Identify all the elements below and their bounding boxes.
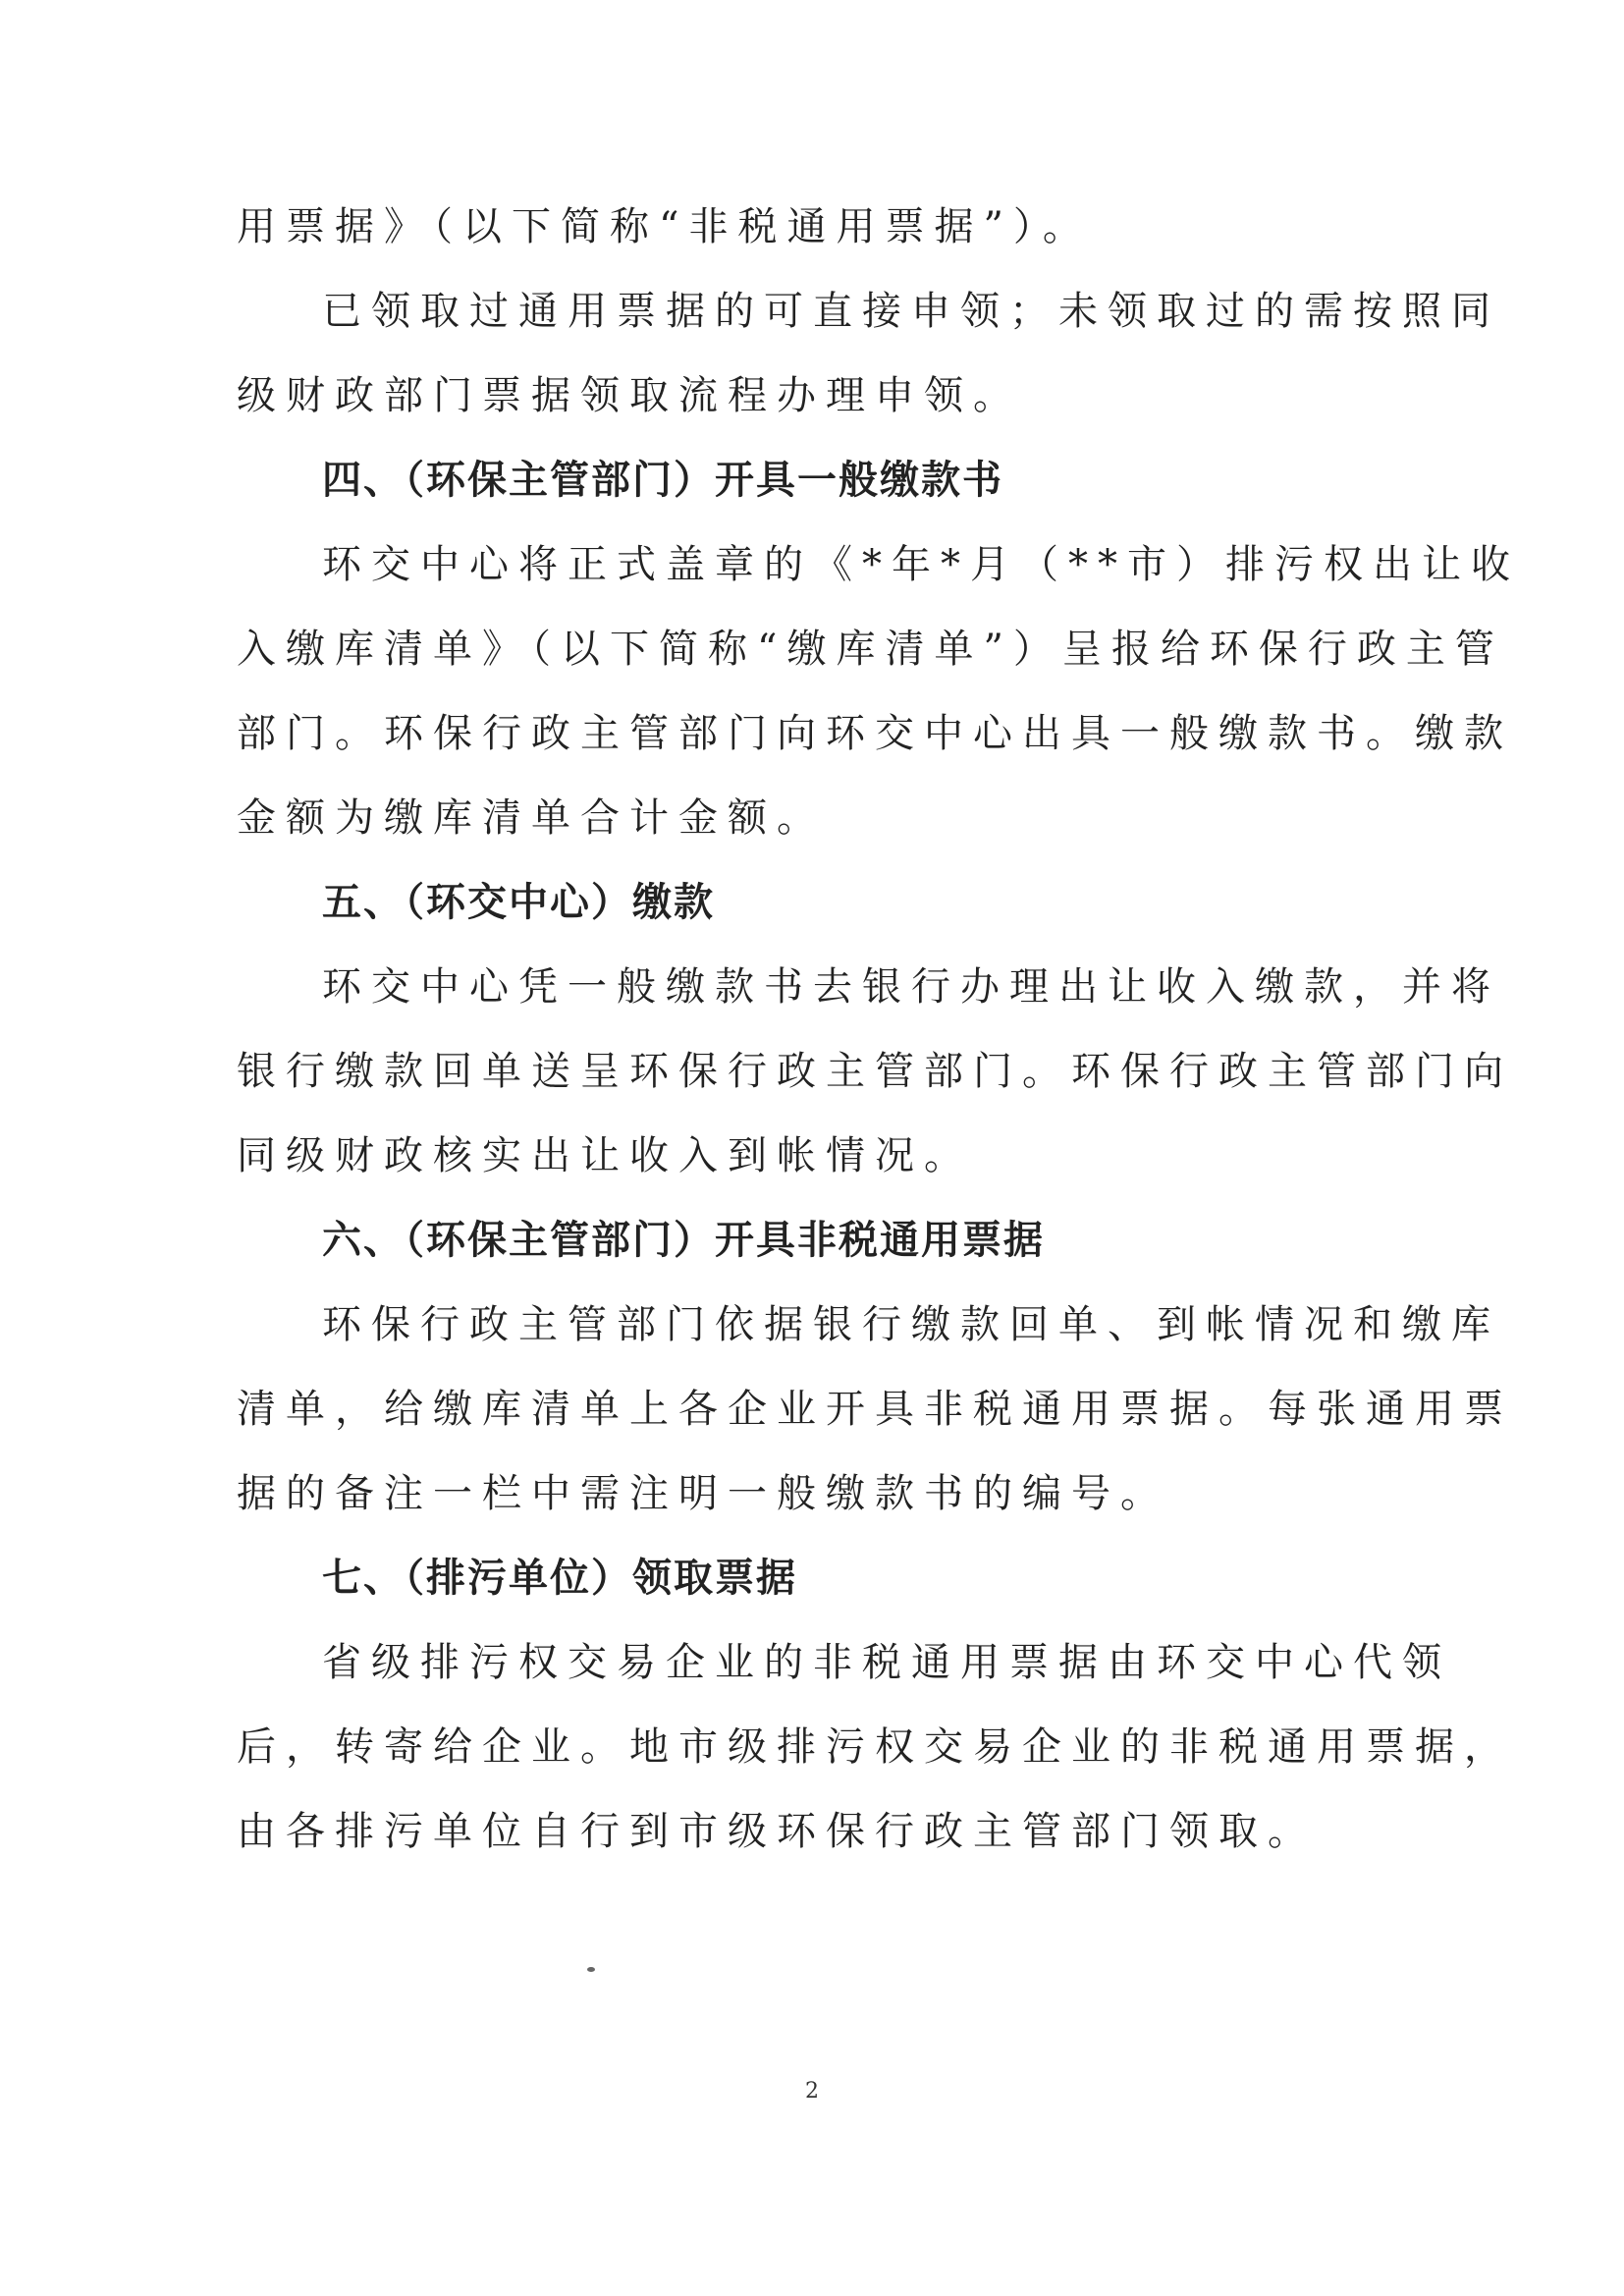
paragraph-line: 由各排污单位自行到市级环保行政主管部门领取。 bbox=[237, 1809, 1317, 1854]
paragraph-line: 部门。环保行政主管部门向环交中心出具一般缴款书。缴款 bbox=[237, 711, 1513, 756]
paragraph-line: 省级排污权交易企业的非税通用票据由环交中心代领 bbox=[322, 1640, 1451, 1685]
paragraph-line: 级财政部门票据领取流程办理申领。 bbox=[237, 373, 1022, 418]
paragraph-line: 银行缴款回单送呈环保行政主管部门。环保行政主管部门向 bbox=[237, 1049, 1513, 1094]
section-heading: 七、（排污单位）领取票据 bbox=[322, 1556, 797, 1601]
paragraph-line: 同级财政核实出让收入到帐情况。 bbox=[237, 1133, 973, 1178]
paragraph-line: 环交中心凭一般缴款书去银行办理出让收入缴款，并将 bbox=[322, 964, 1500, 1010]
paragraph-line: 已领取过通用票据的可直接申领；未领取过的需按照同 bbox=[322, 289, 1500, 334]
paragraph-line: 环保行政主管部门依据银行缴款回单、到帐情况和缴库 bbox=[322, 1302, 1500, 1347]
section-heading: 四、（环保主管部门）开具一般缴款书 bbox=[322, 458, 1003, 503]
paragraph-line: 环交中心将正式盖章的《*年*月（**市）排污权出让收 bbox=[322, 542, 1520, 587]
paragraph-line: 清单，给缴库清单上各企业开具非税通用票据。每张通用票 bbox=[237, 1387, 1513, 1432]
paragraph-line: 用票据》（以下简称“非税通用票据”）。 bbox=[237, 204, 1092, 249]
scan-speck bbox=[587, 1967, 595, 1972]
section-heading: 五、（环交中心）缴款 bbox=[322, 880, 715, 925]
paragraph-line: 后，转寄给企业。地市级排污权交易企业的非税通用票据， bbox=[237, 1724, 1513, 1770]
section-heading: 六、（环保主管部门）开具非税通用票据 bbox=[322, 1218, 1045, 1263]
paragraph-line: 金额为缴库清单合计金额。 bbox=[237, 795, 826, 841]
paragraph-line: 据的备注一栏中需注明一般缴款书的编号。 bbox=[237, 1471, 1169, 1516]
page-number: 2 bbox=[805, 2079, 819, 2104]
paragraph-line: 入缴库清单》（以下简称“缴库清单”）呈报给环保行政主管 bbox=[237, 627, 1504, 672]
